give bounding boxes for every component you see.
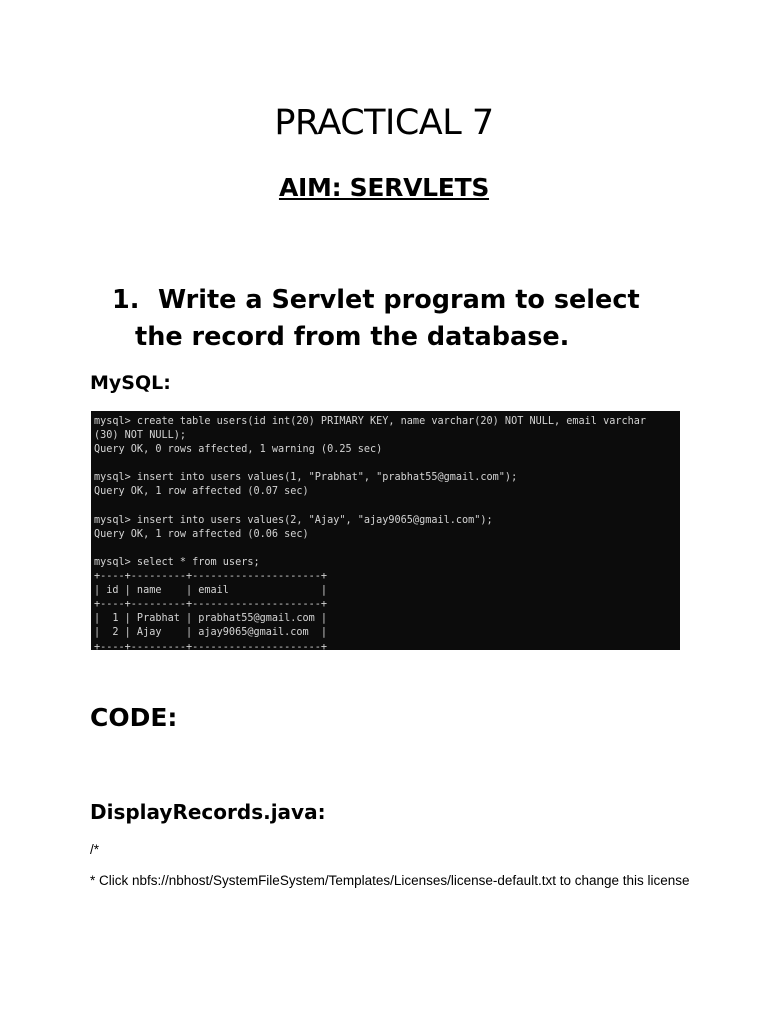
code-comment-line: * Click nbfs://nbhost/SystemFileSystem/Templates/Licenses/license-default.txt to change this license <box>90 873 690 888</box>
terminal-line: | id | name | email | <box>94 585 328 597</box>
page-title: PRACTICAL 7 <box>274 103 494 143</box>
question-line-2: the record from the database. <box>135 322 570 352</box>
terminal-line: +----+---------+---------------------+ <box>94 571 328 583</box>
terminal-line: Query OK, 1 row affected (0.06 sec) <box>94 528 309 540</box>
terminal-line: | 2 | Ajay | ajay9065@gmail.com | <box>94 627 328 639</box>
terminal-line: mysql> create table users(id int(20) PRIMARY KEY, name varchar(20) NOT NULL, email varchar <box>94 416 647 427</box>
terminal-line: (30) NOT NULL); <box>94 430 187 442</box>
terminal-line: | 1 | Prabhat | prabhat55@gmail.com | <box>94 613 328 625</box>
terminal-line: mysql> select * from users; <box>94 556 260 568</box>
mysql-label: MySQL: <box>90 372 171 394</box>
aim-heading: AIM: SERVLETS <box>278 173 490 202</box>
terminal-line: +----+---------+---------------------+ <box>94 641 328 650</box>
file-name-heading: DisplayRecords.java: <box>90 800 326 824</box>
code-comment-open: /* <box>90 842 100 857</box>
terminal-line: Query OK, 1 row affected (0.07 sec) <box>94 486 309 498</box>
question-text <box>112 282 712 356</box>
terminal-output <box>94 415 677 650</box>
mysql-terminal-screenshot <box>91 411 680 650</box>
terminal-line: mysql> insert into users values(2, "Ajay", "ajay9065@gmail.com"); <box>94 514 493 526</box>
question-number: 1. <box>112 285 140 315</box>
question-line-1: Write a Servlet program to select <box>158 285 640 315</box>
terminal-line: Query OK, 0 rows affected, 1 warning (0.25 sec) <box>94 444 383 456</box>
terminal-line: +----+---------+---------------------+ <box>94 599 328 611</box>
code-heading: CODE: <box>90 703 178 732</box>
terminal-line: mysql> insert into users values(1, "Prabhat", "prabhat55@gmail.com"); <box>94 472 518 484</box>
